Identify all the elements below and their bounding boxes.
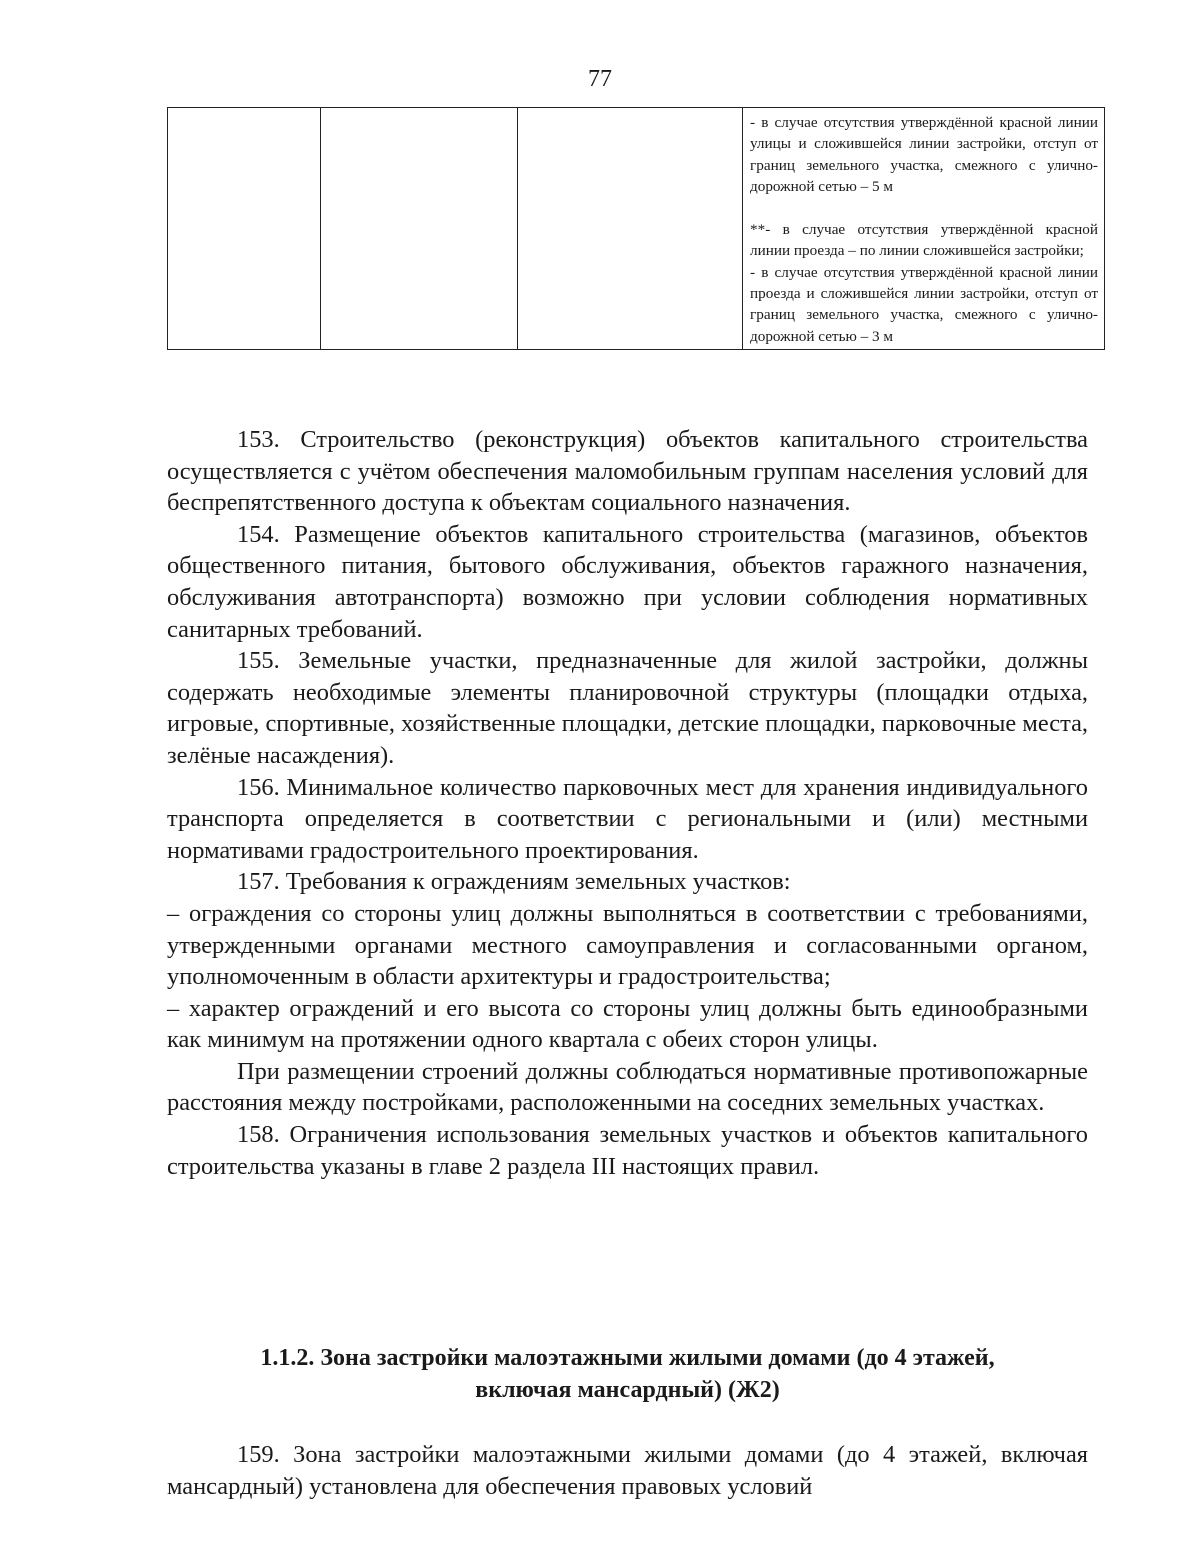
paragraph-157-item-1: – ограждения со стороны улиц должны выполняться в соответствии с требованиями, утвержденными органами местного самоуправления и согласованными органом, уполномоченным в области архитектуры и градостроительства; <box>167 899 1088 991</box>
section-heading <box>167 1342 1088 1406</box>
table-cell-empty-3 <box>518 108 743 350</box>
table-row <box>168 108 1105 350</box>
table-note-driveway-existing: **- в случае отсутствия утверждённой красной линии проезда – по линии сложившейся застройки; <box>750 221 1098 260</box>
paragraph-157-item-2: – характер ограждений и его высота со стороны улиц должны быть единообразными как минимум на протяжении одного квартала с обеих сторон улицы. <box>167 994 1088 1054</box>
table-cell-empty-2 <box>321 108 518 350</box>
section-heading-line-2: включая мансардный) (Ж2) <box>475 1377 780 1403</box>
paragraph-157: 157. Требования к ограждениям земельных участков: <box>237 868 791 896</box>
paragraph-155: 155. Земельные участки, предназначенные для жилой застройки, должны содержать необходимые элементы планировочной структуры (площадки отдыха, игровые, спортивные, хозяйственные площадки, детские площадки, парковочные места, зелёные насаждения). <box>167 647 1088 769</box>
document-body-continued <box>167 1439 1088 1502</box>
page-number: 77 <box>588 66 612 92</box>
paragraph-159: 159. Зона застройки малоэтажными жилыми домами (до 4 этажей, включая мансардный) установлена для обеспечения правовых условий <box>167 1441 1088 1500</box>
paragraph-157-note: При размещении строений должны соблюдаться нормативные противопожарные расстояния между постройками, расположенными на соседних земельных участках. <box>167 1057 1088 1117</box>
paragraph-153: 153. Строительство (реконструкция) объектов капитального строительства осуществляется с учётом обеспечения маломобильным группам населения условий для беспрепятственного доступа к объектам социального назначения. <box>167 426 1088 517</box>
paragraph-156: 156. Минимальное количество парковочных мест для хранения индивидуального транспорта определяется в соответствии с региональными и (или) местными нормативами градостроительного проектирования. <box>167 773 1088 864</box>
regulations-table <box>167 107 1105 350</box>
paragraph-158: 158. Ограничения использования земельных участков и объектов капитального строительства указаны в главе 2 раздела III настоящих правил. <box>167 1121 1088 1180</box>
document-body <box>167 424 1088 1182</box>
table-note-driveway-offset: - в случае отсутствия утверждённой красной линии проезда и сложившейся линии застройки, отступ от границ земельного участка, смежного с улично-дорожной сетью – 3 м <box>750 263 1098 345</box>
paragraph-154: 154. Размещение объектов капитального строительства (магазинов, объектов общественного питания, бытового обслуживания, объектов гаражного назначения, обслуживания автотранспорта) возможно при условии соблюдения нормативных санитарных требований. <box>167 520 1088 643</box>
table-note-street: - в случае отсутствия утверждённой красной линии улицы и сложившейся линии застройки, отступ от границ земельного участка, смежного с улично-дорожной сетью – 5 м <box>750 114 1098 195</box>
table-cell-empty-1 <box>168 108 321 350</box>
table-cell-notes <box>743 108 1105 350</box>
section-heading-line-1: 1.1.2. Зона застройки малоэтажными жилыми домами (до 4 этажей, <box>260 1345 995 1371</box>
